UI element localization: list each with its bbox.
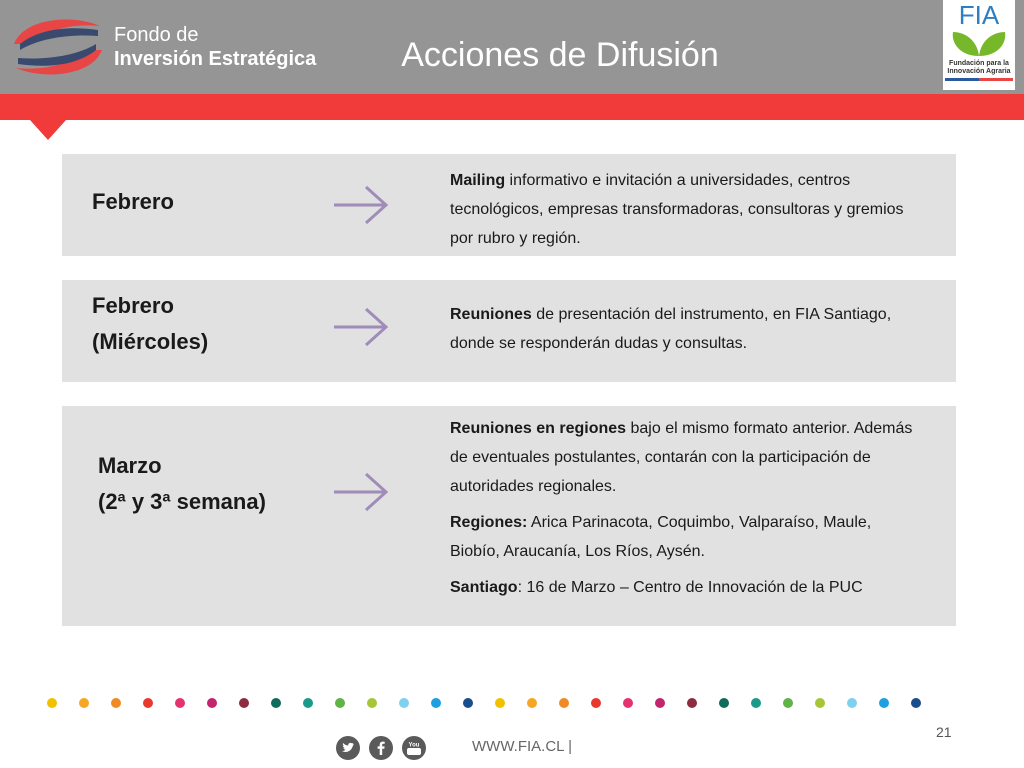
- decorative-dot: [495, 698, 505, 708]
- row-date: [92, 288, 208, 360]
- right-arrow-icon: [330, 470, 392, 514]
- red-accent-bar: [0, 94, 1024, 120]
- fia-tagline-underline: [945, 78, 1013, 81]
- decorative-dot: [111, 698, 121, 708]
- description-paragraph: [450, 300, 920, 358]
- fie-logo-icon: [10, 14, 106, 80]
- row-description: [450, 166, 920, 253]
- description-text: bajo el mismo formato anterior. Además de eventuales postulantes, contarán con la participación de autoridades regionales.: [450, 420, 913, 495]
- row-panel: [62, 406, 956, 626]
- decorative-dot: [239, 698, 249, 708]
- right-arrow-icon: [330, 183, 392, 227]
- decorative-dots: [0, 694, 1024, 714]
- decorative-dot: [207, 698, 217, 708]
- decorative-dot: [399, 698, 409, 708]
- decorative-dot: [463, 698, 473, 708]
- date-line: Febrero: [92, 293, 174, 318]
- date-line: (Miércoles): [92, 329, 209, 354]
- decorative-dot: [911, 698, 921, 708]
- youtube-label: You: [408, 742, 420, 749]
- decorative-dot: [79, 698, 89, 708]
- fia-tagline-2: Innovación Agraria: [947, 68, 1011, 75]
- decorative-dot: [47, 698, 57, 708]
- decorative-dot: [623, 698, 633, 708]
- fie-logo-text: [114, 24, 316, 72]
- fia-logo: [943, 0, 1015, 90]
- decorative-dot: [687, 698, 697, 708]
- decorative-dot: [655, 698, 665, 708]
- decorative-dot: [879, 698, 889, 708]
- description-bold: Reuniones en regiones: [450, 420, 627, 437]
- row-description: [450, 300, 920, 358]
- description-text: de presentación del instrumento, en FIA Santiago, donde se responderán dudas y consultas.: [450, 306, 892, 352]
- row-panel: [62, 280, 956, 382]
- footer-url-link[interactable]: WWW.FIA.CL |: [472, 738, 572, 755]
- red-pointer-triangle: [30, 120, 66, 140]
- description-text: informativo e invitación a universidades, centros tecnológicos, empresas transformadoras, consultoras y gremios por rubro y región.: [450, 172, 904, 247]
- fia-tagline-1: Fundación para la: [949, 60, 1009, 67]
- description-text: : 16 de Marzo – Centro de Innovación de la PUC: [517, 579, 863, 596]
- date-line: (2ª y 3ª semana): [98, 489, 266, 514]
- date-line: Febrero: [92, 189, 174, 214]
- description-bold: Mailing: [450, 172, 506, 189]
- description-bold: Regiones:: [450, 514, 528, 531]
- facebook-icon[interactable]: [369, 736, 393, 760]
- row-panel: [62, 154, 956, 256]
- row-date: [98, 448, 266, 520]
- fia-leaves-icon: [943, 0, 1015, 60]
- decorative-dot: [559, 698, 569, 708]
- decorative-dot: [719, 698, 729, 708]
- page-number: 21: [936, 724, 952, 740]
- description-paragraph: [450, 573, 920, 602]
- decorative-dot: [847, 698, 857, 708]
- fia-tagline: [945, 60, 1013, 81]
- page-title: Acciones de Difusión: [401, 36, 719, 74]
- description-text: Arica Parinacota, Coquimbo, Valparaíso, Maule, Biobío, Araucanía, Los Ríos, Aysén.: [450, 514, 872, 560]
- logo-line2: Inversión Estratégica: [114, 48, 317, 70]
- decorative-dot: [527, 698, 537, 708]
- youtube-icon[interactable]: [402, 736, 426, 760]
- description-paragraph: [450, 414, 920, 501]
- decorative-dot: [815, 698, 825, 708]
- decorative-dot: [175, 698, 185, 708]
- decorative-dot: [271, 698, 281, 708]
- description-bold: Santiago: [450, 579, 518, 596]
- description-bold: Reuniones: [450, 306, 532, 323]
- fia-logo-text: FIA: [958, 0, 1000, 30]
- decorative-dot: [303, 698, 313, 708]
- description-paragraph: [450, 508, 920, 566]
- date-line: Marzo: [98, 453, 162, 478]
- twitter-icon[interactable]: [336, 736, 360, 760]
- decorative-dot: [431, 698, 441, 708]
- right-arrow-icon: [330, 305, 392, 349]
- decorative-dot: [367, 698, 377, 708]
- decorative-dot: [751, 698, 761, 708]
- row-date: [92, 184, 174, 220]
- decorative-dot: [143, 698, 153, 708]
- description-paragraph: [450, 166, 920, 253]
- decorative-dot: [591, 698, 601, 708]
- decorative-dot: [783, 698, 793, 708]
- logo-line1: Fondo de: [114, 24, 199, 46]
- row-description: [450, 414, 920, 602]
- decorative-dot: [335, 698, 345, 708]
